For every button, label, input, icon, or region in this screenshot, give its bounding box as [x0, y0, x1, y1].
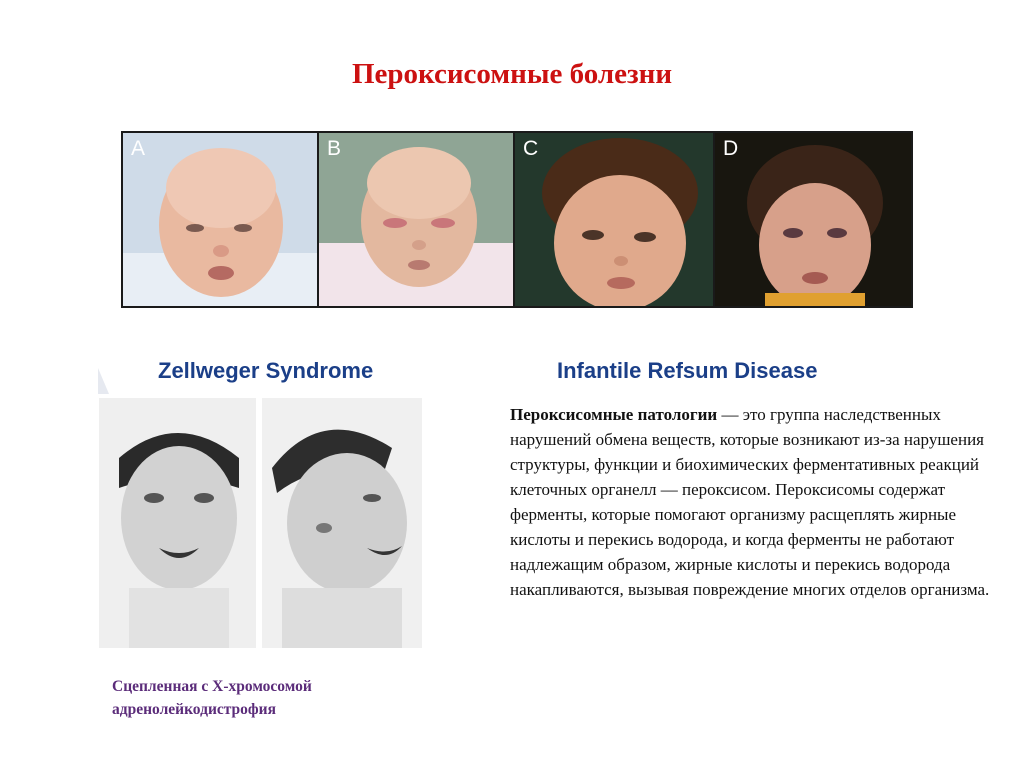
child-face-photo-a — [123, 133, 317, 306]
patient-front-photo — [99, 398, 256, 648]
bottom-caption-line1: Сцепленная с Х-хромосомой — [112, 678, 312, 695]
decorative-corner — [98, 368, 109, 394]
photo-panel-a — [123, 133, 317, 306]
child-face-photo-d — [715, 133, 911, 306]
photo-panel-c — [515, 133, 713, 306]
bottom-caption — [112, 675, 412, 721]
bottom-caption-line2: адренолейкодистрофия — [112, 701, 276, 718]
panel-letter-c: C — [523, 137, 539, 160]
photo-panel-d — [715, 133, 911, 306]
photo-panel-b — [319, 133, 513, 306]
panel-letter-a: A — [131, 137, 146, 160]
slide-title: Пероксисомные болезни — [351, 58, 673, 90]
description-paragraph — [510, 402, 1010, 602]
caption-infantile-refsum: Infantile Refsum Disease — [557, 358, 818, 383]
photo-strip — [121, 131, 913, 308]
description-lead: Пероксисомные патологии — [510, 405, 718, 424]
patient-profile-photo — [262, 398, 422, 648]
child-face-photo-b — [319, 133, 513, 306]
bw-photo-front — [99, 398, 256, 648]
child-face-photo-c — [515, 133, 713, 306]
panel-letter-b: B — [327, 137, 342, 160]
bw-photo-profile — [262, 398, 422, 648]
caption-zellweger: Zellweger Syndrome — [158, 358, 374, 383]
description-rest: — это группа наследственных нарушений обмена веществ, которые возникают из-за нарушения структуры, функции и биохимических ферментативных реакций клеточных органелл — пероксисом. Пероксисомы содержат ферменты, которые помогают организму расщеплять жирные кислоты и перекись водорода, и когда ферменты не работают надлежащим образом, жирные кислоты и перекись водорода накапливаются, вызывая повреждение многих отделов организма. — [510, 405, 990, 599]
panel-letter-d: D — [723, 137, 739, 160]
